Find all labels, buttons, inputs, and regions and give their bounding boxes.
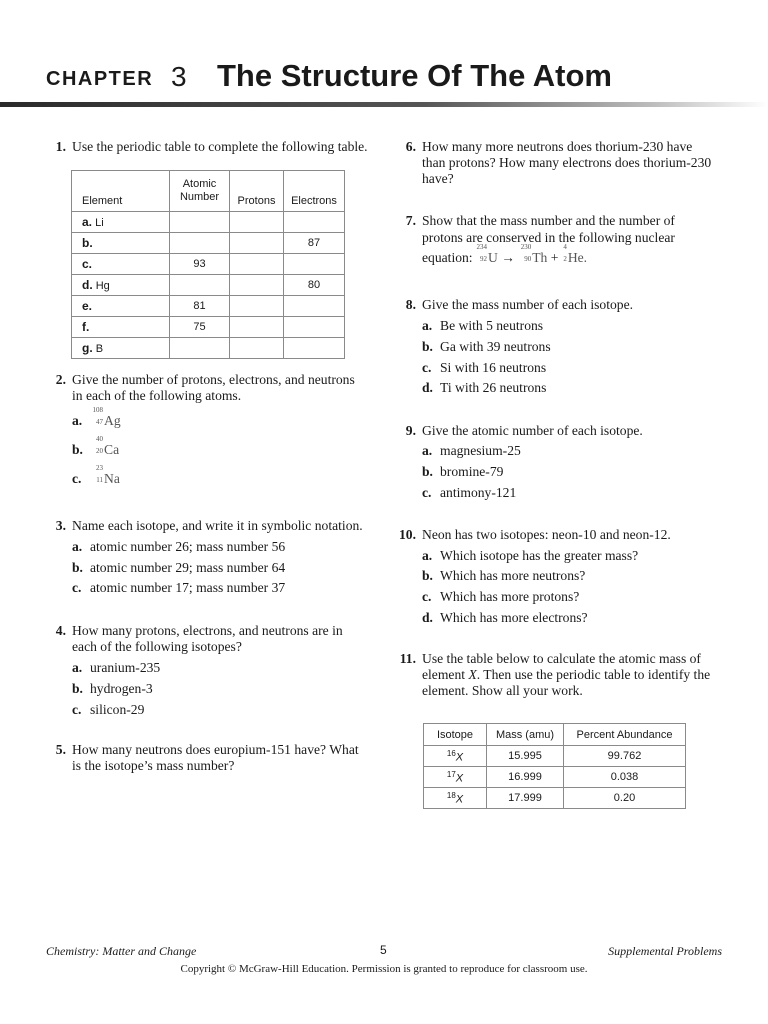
list-item: b. Ga with 39 neutrons: [422, 339, 551, 354]
question-text: Name each isotope, and write it in symbolic notation.: [72, 518, 363, 533]
list-item: a. atomic number 26; mass number 56: [72, 539, 286, 554]
question-text: than protons? How many electrons does thorium-230: [422, 155, 712, 170]
list-item: a. magnesium-25: [422, 443, 521, 458]
question-text: element X. Then use the periodic table to identify the: [422, 667, 711, 682]
question-text: is the isotope’s mass number?: [72, 758, 235, 773]
question-number: 1.: [55, 139, 66, 154]
table-header-row: [72, 171, 345, 212]
footer-section-title: Supplemental Problems: [608, 944, 722, 958]
question-text: Give the atomic number of each isotope.: [422, 423, 643, 438]
question-number: 5.: [55, 742, 66, 757]
list-item: b. hydrogen-3: [72, 681, 153, 696]
list-item: b. atomic number 29; mass number 64: [72, 560, 286, 575]
list-item: c. silicon-29: [72, 702, 145, 717]
header-element: Element: [72, 171, 170, 212]
question-number: 6.: [405, 139, 416, 154]
question-text: each of the following isotopes?: [72, 639, 242, 654]
question-text: Give the number of protons, electrons, and neutrons: [72, 372, 355, 387]
list-item: c. 23 11 Na: [72, 464, 120, 486]
list-item: b. bromine-79: [422, 464, 504, 479]
table-row: b. 87: [72, 233, 345, 254]
question-number: 9.: [405, 423, 416, 438]
header-rule: [0, 102, 768, 107]
table-row: a. Li: [72, 212, 345, 233]
list-item: a. 108 47 Ag: [72, 406, 121, 428]
list-item: a. uranium-235: [72, 660, 161, 675]
question-text: Neon has two isotopes: neon-10 and neon-12.: [422, 527, 671, 542]
question-text: in each of the following atoms.: [72, 388, 242, 403]
question-number: 11.: [399, 651, 416, 666]
list-item: b. Which has more neutrons?: [422, 568, 586, 583]
list-item: c. Si with 16 neutrons: [422, 360, 547, 375]
list-item: c. atomic number 17; mass number 37: [72, 580, 286, 595]
list-item: b. 40 20 Ca: [72, 435, 120, 457]
question-text: element. Show all your work.: [422, 683, 583, 698]
nuclear-equation: equation: 234 92 U → 230 90 Th + 4 2 He.: [422, 243, 588, 265]
chapter-label: CHAPTER: [46, 68, 154, 90]
list-item: c. Which has more protons?: [422, 589, 580, 604]
question-number: 4.: [55, 623, 66, 638]
footer-book-title: Chemistry: Matter and Change: [46, 944, 197, 958]
question-text: Show that the mass number and the number of: [422, 213, 675, 228]
page-number: 5: [380, 943, 387, 957]
question-number: 8.: [405, 297, 416, 312]
list-item: d. Which has more electrons?: [422, 610, 588, 625]
isotope-table: [423, 723, 686, 809]
table-row: c. 93: [72, 254, 345, 275]
question-number: 3.: [55, 518, 66, 533]
table-row: $^{17}$X 16.999 0.038: [424, 767, 686, 788]
table-row: f. 75: [72, 317, 345, 338]
question-text: have?: [422, 171, 454, 186]
question-text: Use the table below to calculate the atomic mass of: [422, 651, 701, 666]
question-text: Use the periodic table to complete the following table.: [72, 139, 368, 154]
header-protons: Protons: [230, 171, 284, 212]
page-title: The Structure Of The Atom: [217, 58, 612, 93]
table-row: d. Hg 80: [72, 275, 345, 296]
list-item: a. Be with 5 neutrons: [422, 318, 544, 333]
table-row: $^{16}$X 15.995 99.762: [424, 746, 686, 767]
chapter-number: 3: [171, 61, 187, 92]
header-electrons: Electrons: [284, 171, 345, 212]
question-text: protons are conserved in the following nuclear: [422, 230, 675, 245]
question-number: 2.: [55, 372, 66, 387]
list-item: c. antimony-121: [422, 485, 517, 500]
element-table: [71, 170, 345, 359]
question-text: How many more neutrons does thorium-230 have: [422, 139, 693, 154]
table-row: e. 81: [72, 296, 345, 317]
list-item: d. Ti with 26 neutrons: [422, 380, 547, 395]
table-row: $^{18}$X 17.999 0.20: [424, 788, 686, 809]
header-atomic-number: Atomic Number: [170, 171, 230, 212]
copyright-notice: Copyright © McGraw-Hill Education. Permission is granted to reproduce for classroom use.: [180, 963, 588, 975]
list-item: a. Which isotope has the greater mass?: [422, 548, 639, 563]
question-number: 7.: [405, 213, 416, 228]
question-text: Give the mass number of each isotope.: [422, 297, 634, 312]
table-row: g. B: [72, 338, 345, 359]
question-number: 10.: [399, 527, 416, 542]
question-text: How many neutrons does europium-151 have? What: [72, 742, 359, 757]
question-text: How many protons, electrons, and neutrons are in: [72, 623, 343, 638]
table-header-row: Isotope Mass (amu) Percent Abundance: [424, 724, 686, 746]
